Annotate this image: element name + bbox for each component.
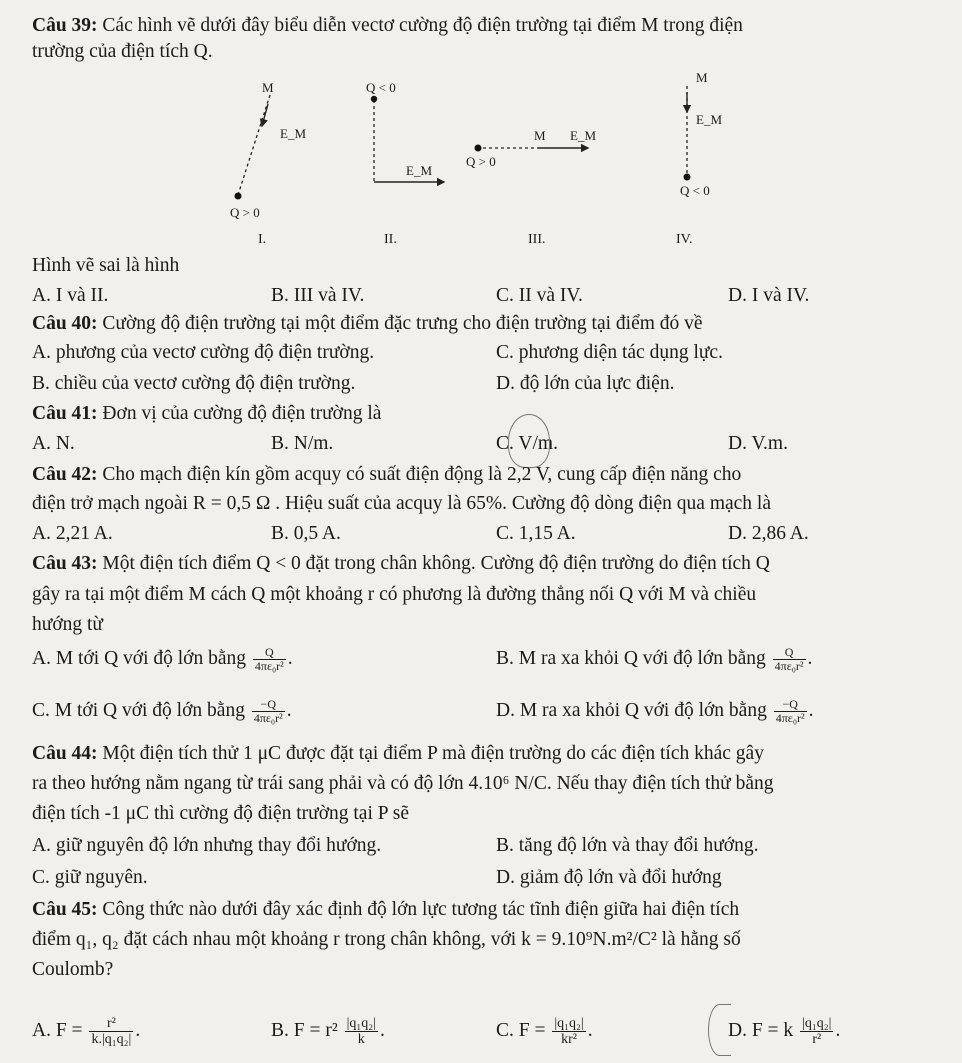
q44-option-d[interactable]: D. giảm độ lớn và đổi hướng [496, 867, 722, 888]
q40-option-a[interactable]: A. phương của vectơ cường độ điện trường. [32, 342, 375, 363]
q44-line1: Câu 44: Một điện tích thử 1 μC được đặt tại điểm P mà điện trường do các điện tích khác gây [32, 743, 764, 764]
q45-option-a[interactable]: A. F = $\frac{\text{r²}}{\text{k.|q₁q₂|}}$ . [32, 1016, 141, 1047]
q42-line1: Câu 42: Cho mạch điện kín gồm acquy có suất điện động là 2,2 V, cung cấp điện năng cho [32, 464, 742, 485]
q43-line2: gây ra tại một điểm M cách Q một khoảng r có phương là đường thẳng nối Q với M và chiều [32, 584, 757, 605]
q41-line1: Câu 41: Đơn vị của cường độ điện trường là [32, 403, 382, 424]
q43-c-fraction: $\frac{-Q}{\text{4πε₀r²}}$ [253, 697, 283, 725]
q42-option-c[interactable]: C. 1,15 A. [496, 523, 576, 544]
q43-b-fraction: $\frac{Q}{\text{4πε₀r²}}$ [774, 645, 804, 673]
fig1-charge [235, 193, 242, 200]
fig2-roman: II. [384, 232, 397, 247]
fig3-e-label: E_M [570, 128, 596, 143]
handwritten-circle-mark [508, 414, 550, 468]
fig1-m-label: M [262, 80, 274, 95]
q43-d-fraction: $\frac{-Q}{\text{4πε₀r²}}$ [775, 697, 805, 725]
q43-option-d[interactable]: D. M ra xa khỏi Q với độ lớn bằng $\frac{-Q}{\text{4πε₀r²}}$ . [496, 697, 814, 725]
q41-label: Câu 41: [32, 403, 98, 424]
q43-line1: Câu 43: Một điện tích điểm Q < 0 đặt trong chân không. Cường độ điện trường do điện tích Q [32, 553, 770, 574]
q45-c-fraction: $\frac{\text{|q₁q₂|}}{\text{kr²}}$ [554, 1016, 584, 1047]
q42-label: Câu 42: [32, 464, 98, 485]
fig1-roman: I. [258, 232, 267, 247]
q39-option-b[interactable]: B. III và IV. [271, 285, 365, 306]
q43-label: Câu 43: [32, 553, 98, 574]
q44-line2: ra theo hướng nằm ngang từ trái sang phải và có độ lớn 4.10⁶ N/C. Nếu thay điện tích thử bằng [32, 773, 774, 794]
q44-option-a[interactable]: A. giữ nguyên độ lớn nhưng thay đổi hướng. [32, 835, 382, 856]
q41-option-c[interactable]: C. V/m. [496, 433, 558, 454]
fig1-dashed-line [238, 95, 270, 195]
q43-option-c[interactable]: C. M tới Q với độ lớn bằng $\frac{-Q}{\text{4πε₀r²}}$ . [32, 697, 292, 725]
q39-figures [0, 0, 962, 260]
q43-option-b[interactable]: B. M ra xa khỏi Q với độ lớn bằng $\frac{Q}{\text{4πε₀r²}}$ . [496, 645, 813, 673]
fig3-q-label: Q > 0 [466, 154, 496, 169]
q44-option-c[interactable]: C. giữ nguyên. [32, 867, 148, 888]
q42-option-b[interactable]: B. 0,5 A. [271, 523, 341, 544]
q42-option-a[interactable]: A. 2,21 A. [32, 523, 113, 544]
q43-line3: hướng từ [32, 614, 103, 635]
q39-prompt: Hình vẽ sai là hình [32, 255, 180, 276]
handwritten-bracket-mark [708, 1004, 731, 1056]
q42-line2: điện trở mạch ngoài R = 0,5 Ω . Hiệu suất của acquy là 65%. Cường độ dòng điện qua mạch là [32, 493, 772, 514]
q39-line1: Câu 39: Các hình vẽ dưới đây biểu diễn vectơ cường độ điện trường tại điểm M trong điện [32, 15, 743, 36]
q45-line3: Coulomb? [32, 959, 114, 980]
q45-d-fraction: $\frac{\text{|q₁q₂|}}{\text{r²}}$ [802, 1016, 832, 1047]
fig-3 [475, 145, 589, 152]
q43-a-fraction: $\frac{Q}{\text{4πε₀r²}}$ [254, 645, 284, 673]
fig4-e-label: E_M [696, 112, 722, 127]
q45-option-c[interactable]: C. F = $\frac{\text{|q₁q₂|}}{\text{kr²}}$ . [496, 1016, 593, 1047]
fig4-q-label: Q < 0 [680, 183, 710, 198]
fig3-roman: III. [528, 232, 546, 247]
q44-line3: điện tích -1 μC thì cường độ điện trường tại P sẽ [32, 803, 409, 824]
fig3-m-label: M [534, 128, 546, 143]
q45-a-fraction: $\frac{\text{r²}}{\text{k.|q₁q₂|}}$ [91, 1016, 132, 1047]
q39-label: Câu 39: [32, 15, 98, 36]
fig1-e-label: E_M [280, 126, 306, 141]
fig1-q-label: Q > 0 [230, 205, 260, 220]
q45-line2: điểm q₁, q₂ đặt cách nhau một khoảng r trong chân không, với k = 9.10⁹N.m²/C² là hằng số [32, 929, 741, 950]
q40-option-d[interactable]: D. độ lớn của lực điện. [496, 373, 675, 394]
q45-option-b[interactable]: B. F = r² $\frac{\text{|q₁q₂|}}{k}$ . [271, 1016, 385, 1047]
fig2-q-label: Q < 0 [366, 80, 396, 95]
q39-option-d[interactable]: D. I và IV. [728, 285, 810, 306]
q40-option-c[interactable]: C. phương diện tác dụng lực. [496, 342, 723, 363]
q43-option-a[interactable]: A. M tới Q với độ lớn bằng $\frac{Q}{\text{4πε₀r²}}$ . [32, 645, 293, 673]
q45-label: Câu 45: [32, 899, 98, 920]
fig3-charge [475, 145, 482, 152]
fig4-charge [684, 174, 691, 181]
fig4-roman: IV. [676, 232, 693, 247]
q45-option-d[interactable]: D. F = k $\frac{\text{|q₁q₂|}}{\text{r²}}$ . [728, 1016, 841, 1047]
q45-b-fraction: $\frac{\text{|q₁q₂|}}{k}$ [346, 1016, 376, 1047]
fig4-m-label: M [696, 70, 708, 85]
q44-option-b[interactable]: B. tăng độ lớn và thay đổi hướng. [496, 835, 759, 856]
fig1-field-arrow [262, 104, 268, 126]
q41-option-a[interactable]: A. N. [32, 433, 75, 454]
q44-label: Câu 44: [32, 743, 98, 764]
fig2-charge [371, 96, 377, 102]
q39-line2: trường của điện tích Q. [32, 41, 213, 62]
fig-4 [684, 86, 691, 181]
q40-label: Câu 40: [32, 313, 98, 334]
fig-1 [235, 95, 271, 200]
q42-option-d[interactable]: D. 2,86 A. [728, 523, 809, 544]
fig2-e-label: E_M [406, 163, 432, 178]
q40-option-b[interactable]: B. chiều của vectơ cường độ điện trường. [32, 373, 356, 394]
q39-option-a[interactable]: A. I và II. [32, 285, 109, 306]
q41-option-b[interactable]: B. N/m. [271, 433, 334, 454]
q40-line1: Câu 40: Cường độ điện trường tại một điểm đặc trưng cho điện trường tại điểm đó về [32, 313, 703, 334]
q41-option-d[interactable]: D. V.m. [728, 433, 788, 454]
q39-option-c[interactable]: C. II và IV. [496, 285, 583, 306]
q45-line1: Câu 45: Công thức nào dưới đây xác định độ lớn lực tương tác tĩnh điện giữa hai điện tích [32, 899, 740, 920]
